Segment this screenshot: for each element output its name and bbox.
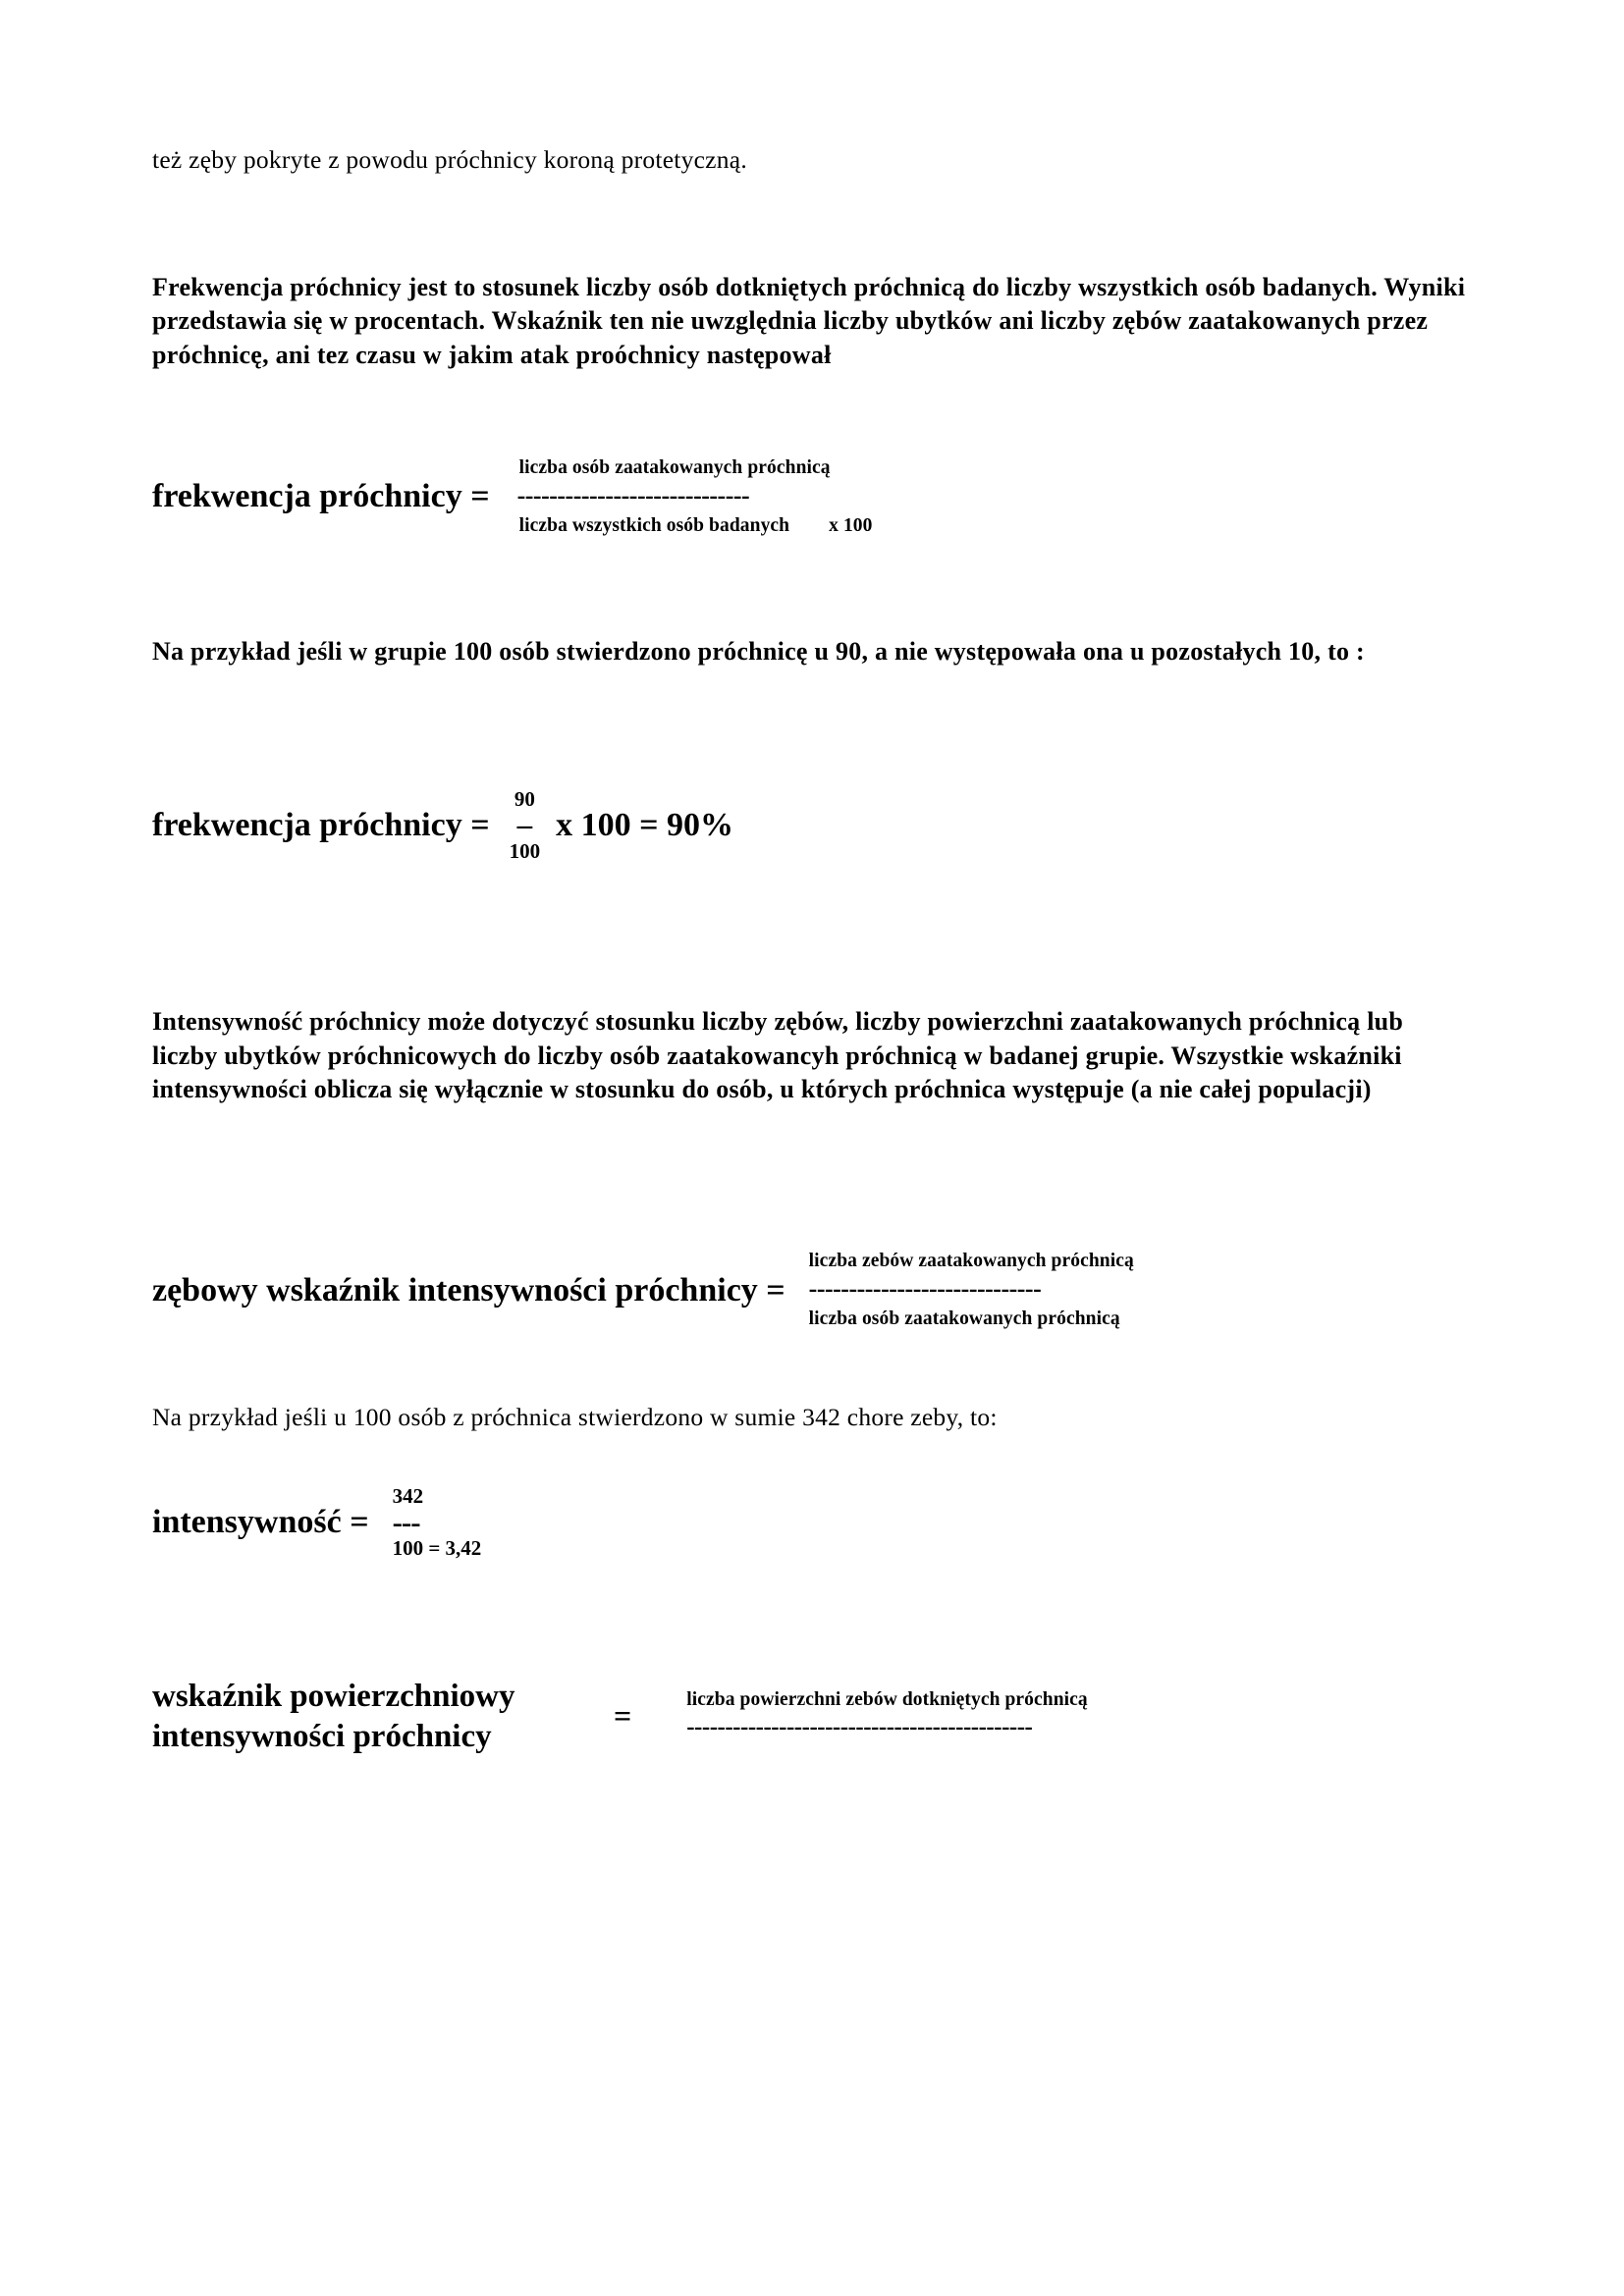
example-frekwencja-text: Na przykład jeśli w grupie 100 osób stwierdzono próchnicę u 90, a nie występowała ona u pozostałych 10, to : [152,637,1365,667]
formula-zebowy-label: zębowy wskaźnik intensywności próchnicy = [152,1271,785,1308]
formula-frekwencja-label: frekwencja próchnicy = [152,478,490,515]
formula-powierzchniowy-label-line1: wskaźnik powierzchniowy [152,1679,515,1715]
formula-powierzchniowy-right [614,1688,1088,1745]
formula-intensywnosc-example [152,1485,1473,1559]
formula-wskaznik-powierzchniowy [152,1677,1473,1756]
formula-zebowy-divider: ----------------------------- [808,1274,1042,1304]
formula-intensywnosc-example-fraction [393,1485,482,1559]
formula-powierzchniowy-numerator: liczba powierzchni zebów dotkniętych próchnicą [686,1688,1088,1710]
paragraph-intensywnosc-definition: Intensywność próchnicy może dotyczyć stosunku liczby zębów, liczby powierzchni zaatakowanych próchnicą lub liczby ubytków próchnicowych do liczby osób zaatakowancyh próchnicą w badanej grupie. Wszystkie wskaźniki intensywności oblicza się wyłącznie w stosunku do osób, u których próchnica występuje (a nie całej populacji) [152,1007,1404,1103]
formula-frekwencja-fraction [517,456,873,537]
paragraph-frekwencja-definition: Frekwencja próchnicy jest to stosunek liczby osób dotkniętych próchnicą do liczby wszystkich osób badanych. Wyniki przedstawia się w procentach. Wskaźnik ten nie uwzględnia liczby ubytków ani liczby zębów zaatakowanych przez próchnicę, ani tez czasu w jakim atak proóchnicy następował [152,273,1466,369]
formula-intensywnosc-example-divider: --- [392,1504,420,1539]
formula-powierzchniowy-equals: = [614,1698,632,1735]
formula-frekwencja-example [152,788,1473,862]
formula-intensywnosc-example-numerator: 342 [392,1484,424,1509]
formula-frekwencja-example-denominator: 100 [509,839,541,864]
formula-powierzchniowy-label-line2: intensywności próchnicy [152,1718,492,1754]
formula-frekwencja-example-tail: x 100 = 90% [556,806,733,843]
formula-powierzchniowy-label-column [152,1677,614,1756]
formula-frekwencja-prochnicy [152,456,1473,537]
formula-intensywnosc-example-denominator: 100 = 3,42 [392,1536,482,1561]
formula-zebowy-denominator: liczba osób zaatakowanych próchnicą [808,1308,1120,1330]
document-content [152,0,1473,1756]
formula-frekwencja-denominator-suffix: x 100 [829,515,873,537]
formula-frekwencja-example-divider: – [516,807,533,842]
intro-line: też zęby pokryte z powodu próchnicy koroną protetyczną. [152,144,747,174]
formula-zebowy-numerator: liczba zebów zaatakowanych próchnicą [808,1251,1134,1272]
formula-frekwencja-example-fraction [510,788,541,862]
formula-frekwencja-denominator-row [517,514,873,537]
formula-frekwencja-example-numerator: 90 [514,787,535,812]
formula-powierzchniowy-divider: --------------------------------------------- [686,1713,1033,1740]
formula-frekwencja-denominator: liczba wszystkich osób badanych [518,515,790,537]
formula-zebowy-wskaznik [152,1250,1473,1330]
example-intensywnosc-text: Na przykład jeśli u 100 osób z próchnica stwierdzono w sumie 342 chore zeby, to: [152,1402,998,1431]
formula-intensywnosc-example-label: intensywność = [152,1504,369,1541]
formula-powierzchniowy-fraction [686,1688,1088,1745]
formula-frekwencja-divider: ----------------------------- [516,481,750,510]
formula-zebowy-fraction [809,1250,1134,1330]
formula-frekwencja-example-label: frekwencja próchnicy = [152,807,490,844]
formula-frekwencja-numerator: liczba osób zaatakowanych próchnicą [518,457,831,479]
